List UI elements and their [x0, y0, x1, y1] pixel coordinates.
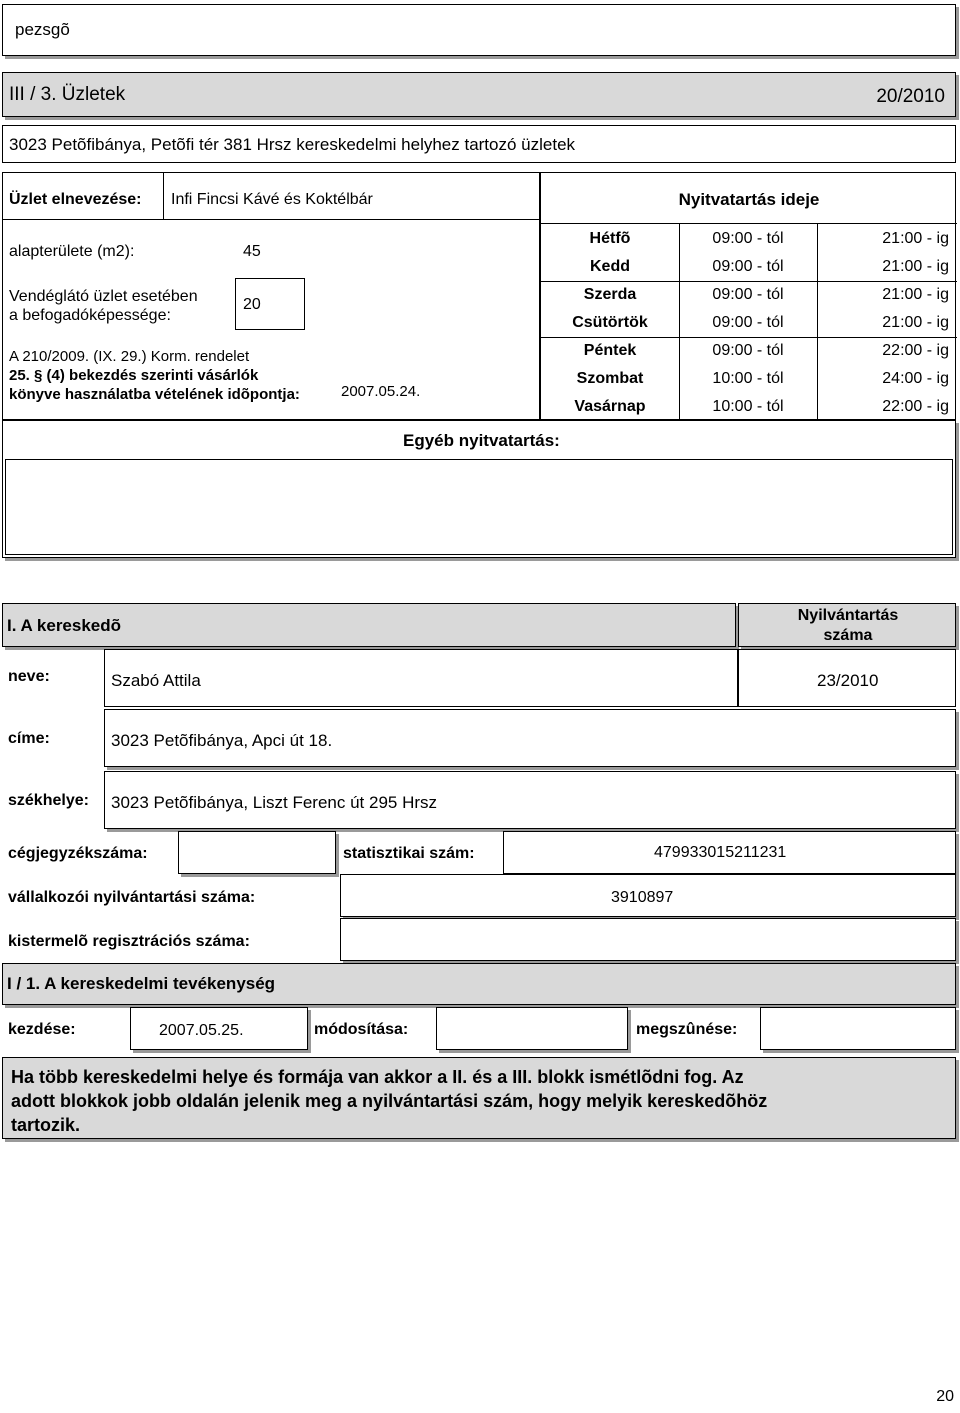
- activity-header: [2, 963, 956, 1005]
- seat-field: [104, 771, 956, 829]
- smallholder-field: [340, 918, 956, 961]
- hours-to: 21:00 - ig: [882, 314, 949, 331]
- hours-to: 21:00 - ig: [882, 286, 949, 303]
- divider: [541, 281, 957, 282]
- shop-info-box: [2, 172, 540, 420]
- decree-label-3: könyve használatba vételének idõpontja:: [9, 386, 300, 403]
- shop-name-value: Infi Fincsi Kávé és Koktélbár: [171, 191, 373, 208]
- location-line: 3023 Petõfibánya, Petõfi tér 381 Hrsz kereskedelmi helyhez tartozó üzletek: [9, 135, 576, 154]
- section-title: III / 3. Üzletek: [9, 84, 126, 105]
- reg-number-value: 23/2010: [817, 671, 879, 690]
- decree-label-2: 25. § (4) bekezdés szerinti vásárlók: [9, 367, 259, 384]
- page-number: 20: [936, 1388, 954, 1405]
- capacity-label-2: a befogadóképessége:: [9, 307, 171, 324]
- decree-value: 2007.05.24.: [341, 383, 421, 400]
- other-hours-box: [2, 420, 956, 558]
- seat-label: székhelye:: [8, 792, 89, 809]
- area-value: 45: [243, 243, 261, 260]
- reg-header-line-2: száma: [823, 627, 873, 644]
- hours-from: 10:00 - tól: [712, 370, 784, 387]
- other-hours-field: [5, 459, 953, 555]
- address-field: [104, 709, 956, 767]
- divider: [163, 173, 164, 219]
- section-header: [2, 72, 956, 117]
- hours-day: Szombat: [576, 370, 644, 387]
- note-line-2: adott blokkok jobb oldalán jelenik meg a nyilvántartási szám, hogy melyik kereskedõhöz: [11, 1091, 768, 1111]
- start-value: 2007.05.25.: [159, 1022, 244, 1039]
- trader-name-value: Szabó Attila: [111, 671, 201, 690]
- trader-header: [2, 603, 736, 647]
- capacity-value: 20: [243, 296, 261, 313]
- capacity-value-box: [235, 278, 305, 330]
- trader-name-field: [104, 649, 738, 707]
- start-label: kezdése:: [8, 1021, 76, 1038]
- hours-box: [540, 172, 956, 420]
- page-number-box: [924, 1384, 958, 1412]
- hours-day: Vasárnap: [574, 398, 646, 415]
- end-label: megszûnése:: [636, 1021, 738, 1038]
- entrepreneur-label: vállalkozói nyilvántartási száma:: [8, 889, 256, 906]
- hours-from: 09:00 - tól: [712, 258, 784, 275]
- reg-number-field: [738, 649, 956, 707]
- seat-value: 3023 Petõfibánya, Liszt Ferenc út 295 Hrsz: [111, 793, 438, 812]
- entrepreneur-field: [340, 874, 956, 917]
- capacity-label-1: Vendéglátó üzlet esetében: [9, 288, 198, 305]
- divider: [541, 337, 957, 338]
- hours-day: Kedd: [590, 258, 630, 275]
- note-line-3: tartozik.: [11, 1115, 81, 1135]
- activity-title: I / 1. A kereskedelmi tevékenység: [7, 974, 276, 993]
- hours-day: Csütörtök: [572, 314, 648, 331]
- hours-day: Péntek: [583, 342, 637, 359]
- address-label: címe:: [8, 730, 50, 747]
- hours-from: 09:00 - tól: [712, 314, 784, 331]
- divider: [3, 219, 541, 220]
- section-number: 20/2010: [876, 86, 945, 107]
- entrepreneur-value: 3910897: [611, 889, 674, 906]
- hours-day: Szerda: [583, 286, 637, 303]
- note-box: [2, 1057, 956, 1139]
- hours-from: 09:00 - tól: [712, 230, 784, 247]
- product-box: [2, 4, 956, 56]
- modification-label: módosítása:: [314, 1021, 409, 1038]
- location-box: [2, 125, 956, 163]
- reg-header-line-1: Nyilvántartás: [797, 607, 899, 624]
- start-field: [130, 1007, 308, 1050]
- hours-from: 10:00 - tól: [712, 398, 784, 415]
- trader-title: I. A kereskedõ: [7, 616, 122, 635]
- other-hours-label: Egyéb nyitvatartás:: [403, 431, 560, 450]
- hours-from: 09:00 - tól: [712, 342, 784, 359]
- stat-label: statisztikai szám:: [343, 845, 475, 862]
- hours-title: Nyitvatartás ideje: [678, 190, 820, 209]
- end-field: [760, 1007, 956, 1050]
- modification-field: [436, 1007, 628, 1050]
- hours-to: 21:00 - ig: [882, 258, 949, 275]
- shop-name-label: Üzlet elnevezése:: [9, 191, 142, 208]
- note-line-1: Ha több kereskedelmi helye és formája van akkor a II. és a III. blokk ismétlõdni fog. Az: [11, 1067, 744, 1087]
- hours-to: 24:00 - ig: [882, 370, 949, 387]
- address-value: 3023 Petõfibánya, Apci út 18.: [111, 731, 333, 750]
- smallholder-label: kistermelõ regisztrációs száma:: [8, 933, 250, 950]
- stat-field: [503, 831, 956, 874]
- reg-number-header: [738, 603, 956, 647]
- hours-to: 21:00 - ig: [882, 230, 949, 247]
- hours-from: 09:00 - tól: [712, 286, 784, 303]
- trader-name-label: neve:: [8, 668, 50, 685]
- company-reg-label: cégjegyzékszáma:: [8, 845, 148, 862]
- decree-label-1: A 210/2009. (IX. 29.) Korm. rendelet: [9, 348, 250, 365]
- hours-to: 22:00 - ig: [882, 342, 949, 359]
- divider: [541, 223, 957, 224]
- stat-value: 479933015211231: [654, 844, 787, 861]
- area-label: alapterülete (m2):: [9, 243, 135, 260]
- hours-to: 22:00 - ig: [882, 398, 949, 415]
- hours-day: Hétfõ: [589, 230, 631, 247]
- product-name: pezsgõ: [15, 20, 70, 39]
- company-reg-field: [178, 831, 336, 874]
